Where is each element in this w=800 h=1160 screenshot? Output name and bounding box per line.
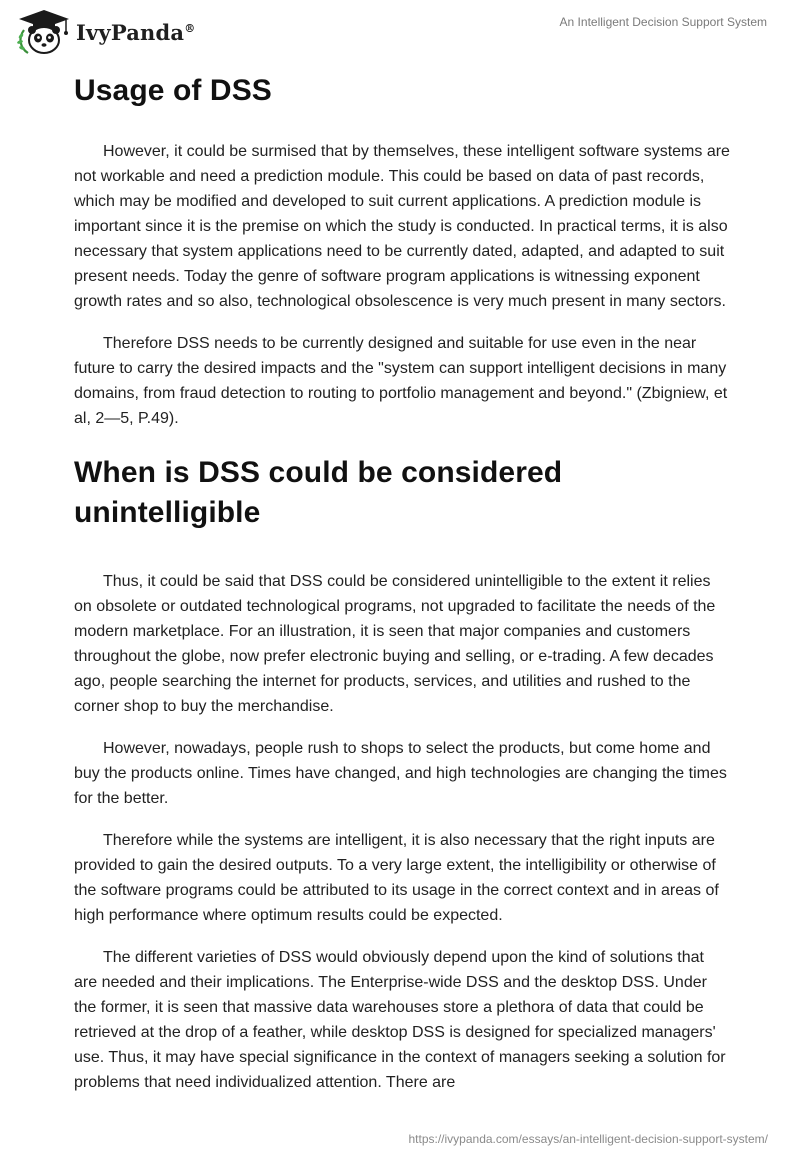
page-header bbox=[0, 0, 800, 64]
article-body bbox=[74, 64, 730, 1112]
section-heading-usage: Usage of DSS bbox=[74, 74, 272, 107]
paragraph: Therefore while the systems are intelligent, it is also necessary that the right inputs are provided to gain the desired outputs. To a very large extent, the intelligibility or otherwise of the software programs could be attributed to its usage in the correct context and in areas of high performance where optimum results could be expected. bbox=[74, 832, 719, 924]
registered-mark: ® bbox=[184, 21, 196, 35]
brand-name: IvyPanda® bbox=[76, 19, 196, 45]
source-url[interactable]: https://ivypanda.com/essays/an-intelligent-decision-support-system/ bbox=[408, 1132, 768, 1146]
paragraph: Therefore DSS needs to be currently designed and suitable for use even in the near future to carry the desired impacts and the "system can support intelligent decisions in many domains, from fraud detection to routing to portfolio management and beyond." (Zbigniew, et al, 2—5, P.49). bbox=[74, 335, 728, 427]
ivypanda-logo[interactable] bbox=[14, 8, 195, 56]
panda-graduation-icon bbox=[14, 8, 74, 56]
paragraph: The different varieties of DSS would obviously depend upon the kind of solutions that are needed and their implications. The Enterprise-wide DSS and the desktop DSS. Under the former, it is seen that massive data warehouses store a plethora of data that could be retrieved at the drop of a feather, while desktop DSS is designed for specialized managers' use. Thus, it may have special significance in the context of managers seeking a solution for problems that need individualized attention. There are bbox=[74, 949, 726, 1091]
section-heading-unintelligible: When is DSS could be considered unintelligible bbox=[74, 456, 563, 529]
document-title: An Intelligent Decision Support System bbox=[559, 15, 767, 29]
paragraph: However, nowadays, people rush to shops to select the products, but come home and buy the products online. Times have changed, and high technologies are changing the times for the better. bbox=[74, 740, 727, 807]
paragraph: However, it could be surmised that by themselves, these intelligent software systems are not workable and need a prediction module. This could be based on data of past records, which may be modified and developed to suit current applications. A prediction module is important since it is the premise on which the study is conducted. In practical terms, it is also necessary that system applications need to be currently dated, adapted, and adapted to suit present needs. Today the genre of software program applications is witnessing exponent growth rates and so also, technological obsolescence is very much present in many sectors. bbox=[74, 143, 730, 310]
paragraph: Thus, it could be said that DSS could be considered unintelligible to the extent it relies on obsolete or outdated technological programs, not upgraded to facilitate the needs of the modern marketplace. For an illustration, it is seen that major companies and customers throughout the globe, now prefer electronic buying and selling, or e-trading. A few decades ago, people searching the internet for products, services, and utilities and rushed to the corner shop to buy the merchandise. bbox=[74, 573, 716, 715]
